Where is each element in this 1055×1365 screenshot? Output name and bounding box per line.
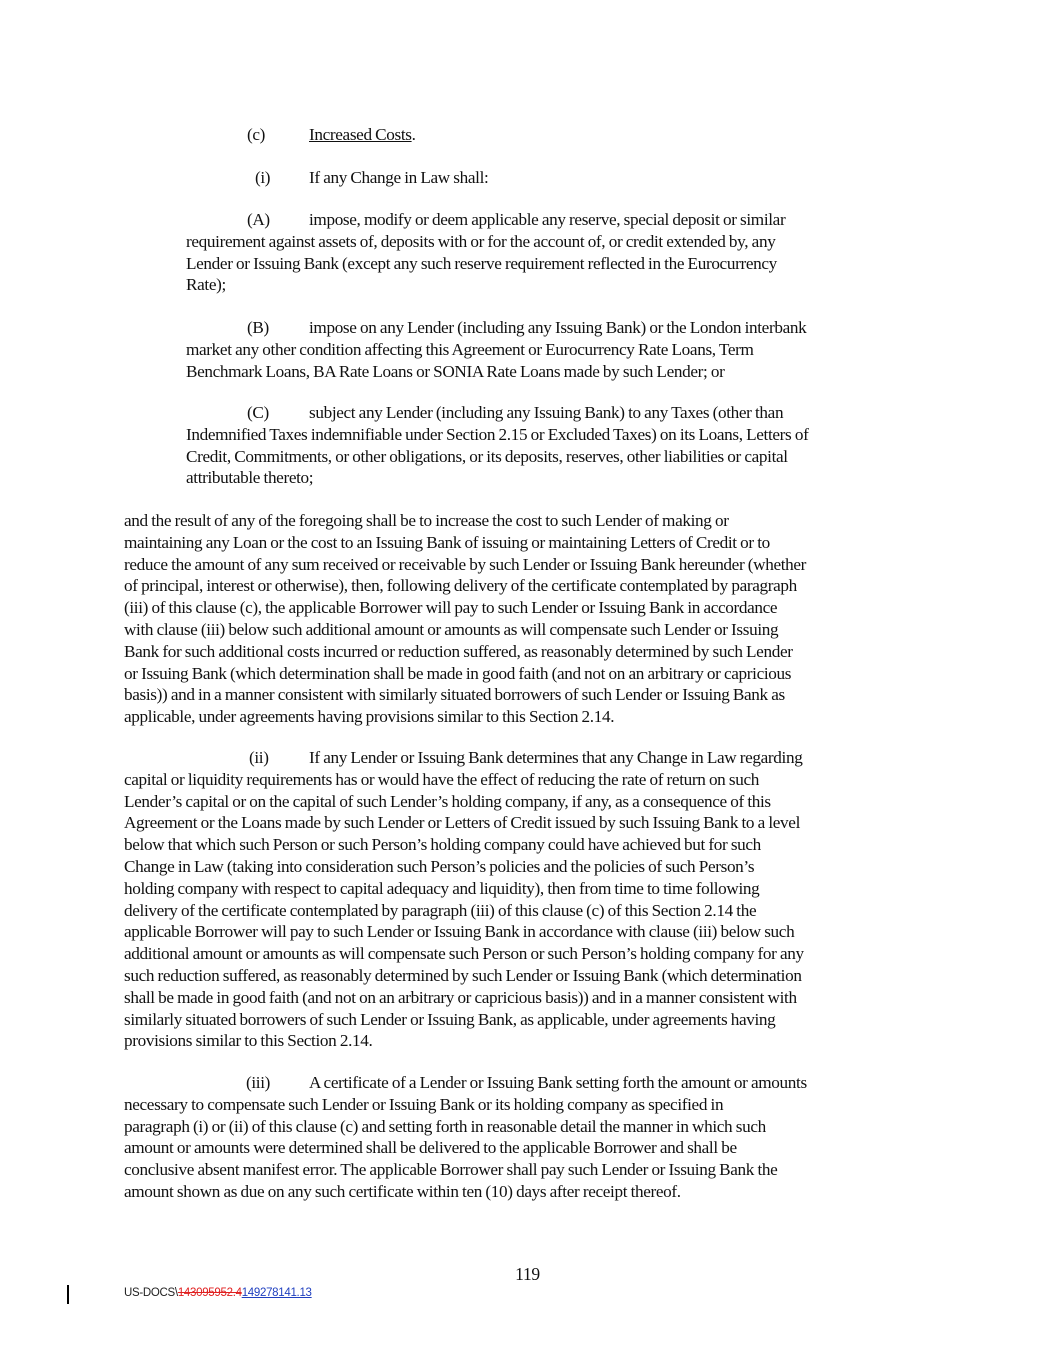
subsection-ii-line: applicable Borrower will pay to such Lender or Issuing Bank in accordance with clause (iii) below such	[124, 922, 795, 942]
subsection-ii-line: provisions similar to this Section 2.14.	[124, 1031, 373, 1051]
subsection-ii-line: below that which such Person or such Person’s holding company could have achieved but for such	[124, 835, 761, 855]
subsection-ii-line: similarly situated borrowers of such Lender or Issuing Bank, as applicable, under agreements having	[124, 1009, 776, 1029]
document-id-deleted: 143095952.4	[177, 1287, 242, 1299]
clause-b	[186, 317, 946, 382]
paragraph-line: or Issuing Bank (which determination shall be made in good faith (and not on an arbitrary or capricious	[124, 663, 792, 683]
subsection-ii-line: additional amount or amounts as will compensate such Person or such Person’s holding company for any	[124, 944, 804, 964]
clause-c	[186, 402, 946, 489]
subsection-iii	[124, 1072, 944, 1203]
subsection-iii-line	[124, 1072, 944, 1094]
section-label: (c)	[247, 125, 266, 144]
clause-b-text: impose on any Lender (including any Issuing Bank) or the London interbank	[309, 318, 807, 337]
subsection-ii	[124, 747, 944, 1052]
clause-c-label: (C)	[247, 403, 269, 422]
subsection-i-label: (i)	[255, 168, 271, 187]
clause-b-line: market any other condition affecting this Agreement or Eurocurrency Rate Loans, Term	[186, 339, 754, 359]
subsection-ii-line: Agreement or the Loans made by such Lender or Letters of Credit issued by such Issuing Bank to a level	[124, 813, 801, 833]
subsection-iii-line: paragraph (i) or (ii) of this clause (c) and setting forth in reasonable detail the manner in which such	[124, 1116, 766, 1136]
document-id-inserted: 149278141.13	[241, 1287, 312, 1299]
section-title: Increased Costs	[309, 125, 412, 144]
clause-a-label: (A)	[247, 210, 270, 229]
subsection-iii-line: amount or amounts were determined shall be delivered to the applicable Borrower and shall be	[124, 1138, 737, 1158]
revision-change-bar	[67, 1285, 69, 1304]
paragraph-line: with clause (iii) below such additional amount or amounts as will compensate such Lender or Issuing	[124, 619, 779, 639]
section-heading-c	[247, 124, 416, 146]
paragraph-line: basis)) and in a manner consistent with similarly situated borrowers of such Lender or Issuing Bank as	[124, 685, 785, 705]
subsection-ii-line: capital or liquidity requirements has or would have the effect of reducing the rate of return on such	[124, 769, 759, 789]
paragraph-line: Bank for such additional costs incurred or reduction suffered, as reasonably determined by such Lender	[124, 641, 793, 661]
clause-a-line: requirement against assets of, deposits with or for the account of, or credit extended by, any	[186, 231, 776, 251]
paragraph-line: and the result of any of the foregoing shall be to increase the cost to such Lender of making or	[124, 511, 729, 530]
subsection-ii-line: Change in Law (taking into consideration such Person’s policies and the policies of such Person’s	[124, 856, 755, 876]
paragraph-line: maintaining any Loan or the cost to an Issuing Bank of issuing or maintaining Letters of Credit or to	[124, 532, 770, 552]
paragraph-line: applicable, under agreements having provisions similar to this Section 2.14.	[124, 707, 615, 727]
subsection-i	[255, 167, 488, 189]
subsection-ii-line: shall be made in good faith (and not on an arbitrary or capricious basis)) and in a manner consistent with	[124, 987, 797, 1007]
clause-a-line: Rate);	[186, 275, 226, 295]
paragraph-line: (iii) of this clause (c), the applicable Borrower will pay to such Lender or Issuing Bank in accordance	[124, 598, 778, 618]
subsection-i-text: If any Change in Law shall:	[309, 168, 489, 187]
section-title-period: .	[411, 125, 416, 144]
subsection-ii-text: If any Lender or Issuing Bank determines that any Change in Law regarding	[309, 748, 803, 767]
subsection-iii-line: amount shown as due on any such certificate within ten (10) days after receipt thereof.	[124, 1181, 681, 1201]
clause-a-line	[186, 209, 946, 231]
clause-a	[186, 209, 946, 296]
subsection-ii-line: delivery of the certificate contemplated by paragraph (iii) of this clause (c) of this Section 2.14 the	[124, 900, 757, 920]
clause-c-line: Credit, Commitments, or other obligations, or its deposits, reserves, other liabilities or capital	[186, 446, 788, 466]
subsection-iii-label: (iii)	[246, 1073, 271, 1092]
document-id	[124, 1287, 312, 1299]
document-id-prefix: US-DOCS\	[124, 1287, 178, 1299]
clause-c-text: subject any Lender (including any Issuing Bank) to any Taxes (other than	[309, 403, 784, 422]
paragraph-line: reduce the amount of any sum received or receivable by such Lender or Issuing Bank hereunder (whether	[124, 554, 807, 574]
clause-b-line: Benchmark Loans, BA Rate Loans or SONIA Rate Loans made by such Lender; or	[186, 361, 725, 381]
clause-a-line: Lender or Issuing Bank (except any such reserve requirement reflected in the Eurocurrency	[186, 253, 777, 273]
page-number: 119	[515, 1264, 540, 1284]
subsection-ii-label: (ii)	[249, 748, 269, 767]
subsection-ii-line: holding company with respect to capital adequacy and liquidity), then from time to time following	[124, 878, 760, 898]
result-paragraph	[124, 510, 944, 728]
paragraph-line: of principal, interest or otherwise), then, following delivery of the certificate contemplated by paragraph	[124, 576, 797, 596]
clause-a-text: impose, modify or deem applicable any reserve, special deposit or similar	[309, 210, 786, 229]
subsection-iii-text: A certificate of a Lender or Issuing Bank setting forth the amount or amounts	[309, 1073, 807, 1092]
subsection-iii-line: necessary to compensate such Lender or Issuing Bank or its holding company as specified in	[124, 1094, 724, 1114]
clause-c-line	[186, 402, 946, 424]
clause-b-label: (B)	[247, 318, 269, 337]
subsection-iii-line: conclusive absent manifest error. The applicable Borrower shall pay such Lender or Issuing Bank the	[124, 1160, 778, 1180]
subsection-ii-line: Lender’s capital or on the capital of such Lender’s holding company, if any, as a consequence of this	[124, 791, 771, 811]
clause-c-line: Indemnified Taxes indemnifiable under Section 2.15 or Excluded Taxes) on its Loans, Letters of	[186, 424, 809, 444]
clause-c-line: attributable thereto;	[186, 468, 314, 488]
subsection-ii-line: such reduction suffered, as reasonably determined by such Lender or Issuing Bank (which determination	[124, 965, 802, 985]
subsection-ii-line	[124, 747, 944, 769]
clause-b-line	[186, 317, 946, 339]
